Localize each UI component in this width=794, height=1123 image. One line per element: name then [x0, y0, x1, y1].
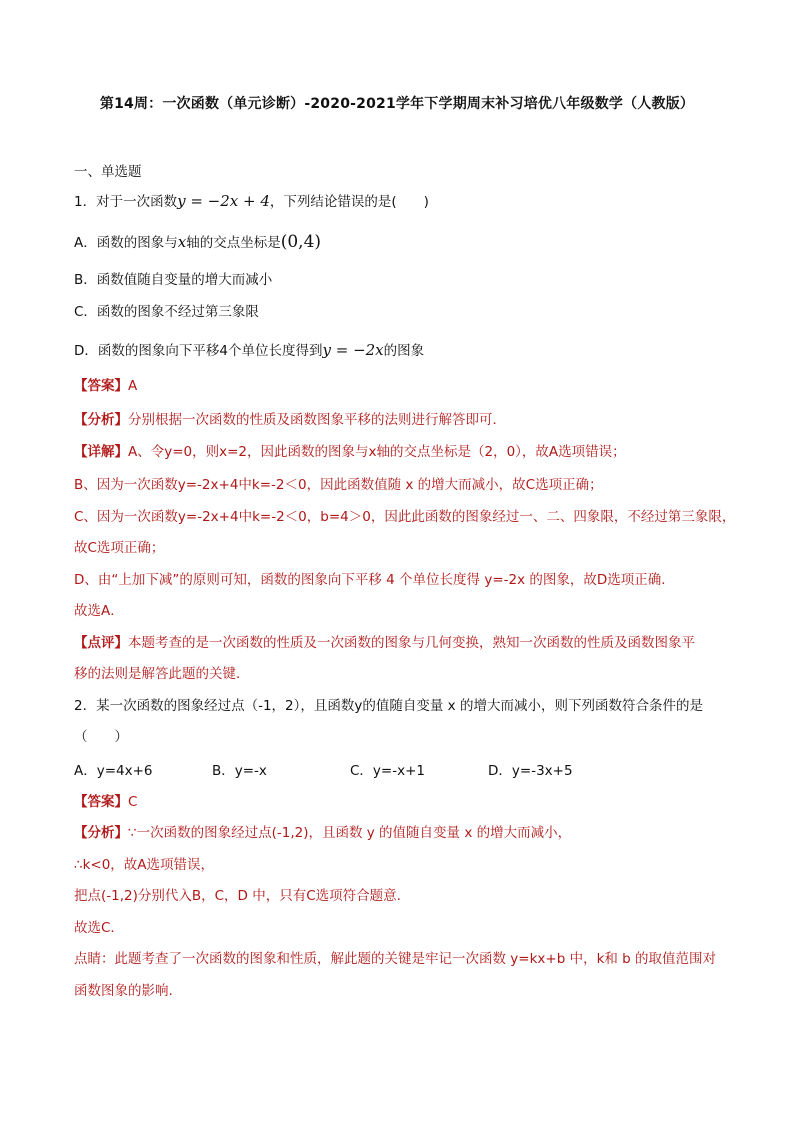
q1-stem-prefix: 1．对于一次函数	[74, 194, 178, 210]
q1-detail	[74, 442, 734, 462]
q1-option-d-text: D．函数的图象向下平移4个单位长度得到	[74, 343, 323, 359]
q2-tip-line-2: 函数图象的影响.	[74, 983, 173, 999]
q2-stem-line-1: 2．某一次函数的图象经过点（-1，2），且函数y的值随自变量 x 的增大而减小，则下列函数符合条件的是	[74, 698, 703, 714]
q1-answer	[74, 376, 734, 396]
q1-detail-line-2: B、因为一次函数y=-2x+4中k=-2＜0，因此函数值随 x 的增大而减小，故C选项正确；	[74, 477, 603, 493]
q2-options	[74, 761, 734, 781]
q1-option-b: B．函数值随自变量的增大而减小	[74, 272, 273, 288]
q2-conclusion: 故选C.	[74, 920, 115, 936]
q1-stem-suffix: ，下列结论错误的是( )	[269, 194, 429, 210]
q1-analysis-text: 分别根据一次函数的性质及函数图象平移的法则进行解答即可．	[128, 412, 506, 428]
q2-tip-line-1: 点睛：此题考查了一次函数的图象和性质，解此题的关键是牢记一次函数 y=kx+b 中，k和 b 的取值范围对	[74, 951, 717, 967]
q2-answer-value: C	[128, 794, 138, 810]
q1-option-d-formula: y = −2x	[322, 341, 384, 359]
q2-analysis-line-2: ∴k<0，故A选项错误，	[74, 857, 215, 873]
q2-analysis-line-3: 把点(-1,2)分别代入B，C，D 中，只有C选项符合题意.	[74, 888, 401, 904]
q1-analysis-tag: 【分析】	[74, 412, 128, 428]
q1-stem-formula: y = −2x + 4	[177, 192, 270, 210]
q1-detail-tag: 【详解】	[74, 444, 128, 460]
q1-detail-line-1: A、令y=0，则x=2，因此函数的图象与x轴的交点坐标是（2，0），故A选项错误；	[128, 444, 626, 460]
q1-detail-line-4: 故C选项正确；	[74, 540, 165, 556]
q1-comment-line-2: 移的法则是解答此题的关键．	[74, 666, 250, 682]
q1-option-a-var: x	[177, 233, 187, 251]
q1-option-a-text: A．函数的图象与	[74, 235, 178, 251]
q2-analysis	[74, 823, 734, 843]
q1-option-d	[74, 340, 734, 361]
q2-option-d: D．y=-3x+5	[488, 763, 573, 779]
q2-analysis-tag: 【分析】	[74, 825, 128, 841]
q2-answer-tag: 【答案】	[74, 794, 128, 810]
q2-analysis-line-1: ∵一次函数的图象经过点(-1,2)，且函数 y 的值随自变量 x 的增大而减小，	[128, 825, 572, 841]
q1-comment-tag: 【点评】	[74, 635, 128, 651]
q2-stem-line-2: （ ）	[74, 729, 128, 745]
q1-detail-line-3: C、因为一次函数y=-2x+4中k=-2＜0，b=4＞0，因此此函数的图象经过一、二、四象限，不经过第三象限，	[74, 509, 736, 525]
q1-comment-line-1: 本题考查的是一次函数的性质及一次函数的图象与几何变换，熟知一次函数的性质及函数图象平	[128, 635, 695, 651]
q2-answer	[74, 792, 734, 812]
q1-detail-line-5: D、由“上加下减”的原则可知，函数的图象向下平移 4 个单位长度得 y=-2x 的图象，故D选项正确．	[74, 572, 675, 588]
q1-stem	[74, 191, 734, 212]
page-title: 第14周：一次函数（单元诊断）-2020-2021学年下学期周末补习培优八年级数学（人教版）	[99, 96, 695, 112]
q1-analysis	[74, 410, 734, 430]
q1-comment	[74, 633, 734, 653]
q2-option-b: B．y=-x	[212, 763, 267, 779]
q1-option-a-text2: 轴的交点坐标是	[186, 235, 281, 251]
q1-option-a	[74, 232, 734, 253]
q2-option-c: C．y=-x+1	[350, 763, 425, 779]
section-heading: 一、单选题	[74, 164, 142, 180]
q1-option-d-suffix: 的图象	[383, 343, 425, 359]
q1-option-c: C．函数的图象不经过第三象限	[74, 304, 259, 320]
q1-answer-tag: 【答案】	[74, 378, 128, 394]
q1-option-a-coord: (0,4)	[280, 232, 322, 252]
q2-option-a: A．y=4x+6	[74, 763, 153, 779]
q1-answer-value: A	[128, 378, 138, 394]
q1-conclusion: 故选A．	[74, 603, 124, 619]
